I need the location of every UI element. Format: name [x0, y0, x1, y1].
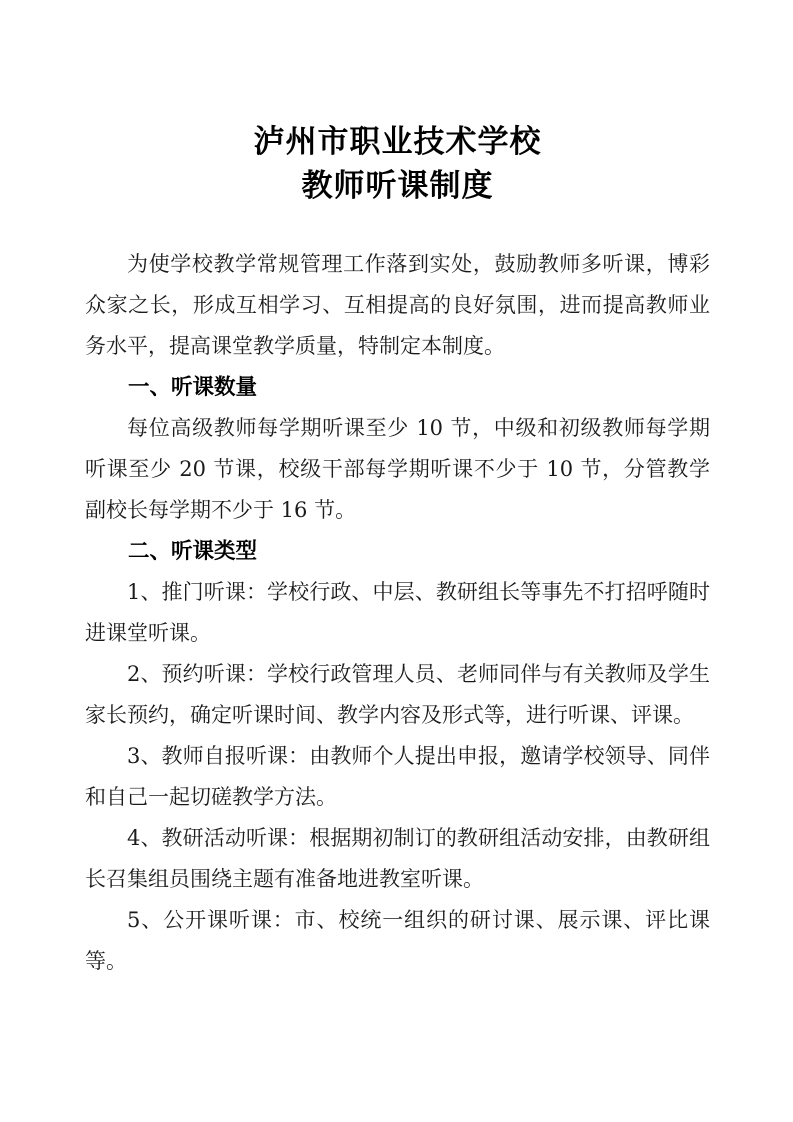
section-heading-listening-types: 二、听课类型 [128, 539, 258, 564]
listening-type-item-4: 4、教研活动听课：根据期初制订的教研组活动安排，由教研组长召集组员围绕主题有准备地进教室听课。 [85, 826, 710, 891]
title-line-1: 泸州市职业技术学校 [253, 124, 542, 160]
intro-paragraph: 为使学校教学常规管理工作落到实处，鼓励教师多听课，博彩众家之长，形成互相学习、互相提高的良好氛围，进而提高教师业务水平，提高课堂教学质量，特制定本制度。 [85, 252, 710, 358]
document-body [85, 244, 710, 982]
listening-type-item-2: 2、预约听课：学校行政管理人员、老师同伴与有关教师及学生家长预约，确定听课时间、教学内容及形式等，进行听课、评课。 [85, 662, 710, 727]
title-line-2: 教师听课制度 [301, 168, 494, 204]
listening-type-item-1: 1、推门听课：学校行政、中层、教研组长等事先不打招呼随时进课堂听课。 [85, 580, 710, 645]
listening-type-item-3: 3、教师自报听课：由教师个人提出申报，邀请学校领导、同伴和自己一起切磋教学方法。 [85, 744, 710, 809]
listening-type-item-5: 5、公开课听课：市、校统一组织的研讨课、展示课、评比课等。 [85, 908, 710, 973]
section-heading-listening-quantity: 一、听课数量 [128, 375, 258, 400]
listening-quantity-paragraph: 每位高级教师每学期听课至少 10 节，中级和初级教师每学期听课至少 20 节课，校级干部每学期听课不少于 10 节，分管教学副校长每学期不少于 16 节。 [85, 416, 710, 522]
document-title [85, 120, 710, 208]
